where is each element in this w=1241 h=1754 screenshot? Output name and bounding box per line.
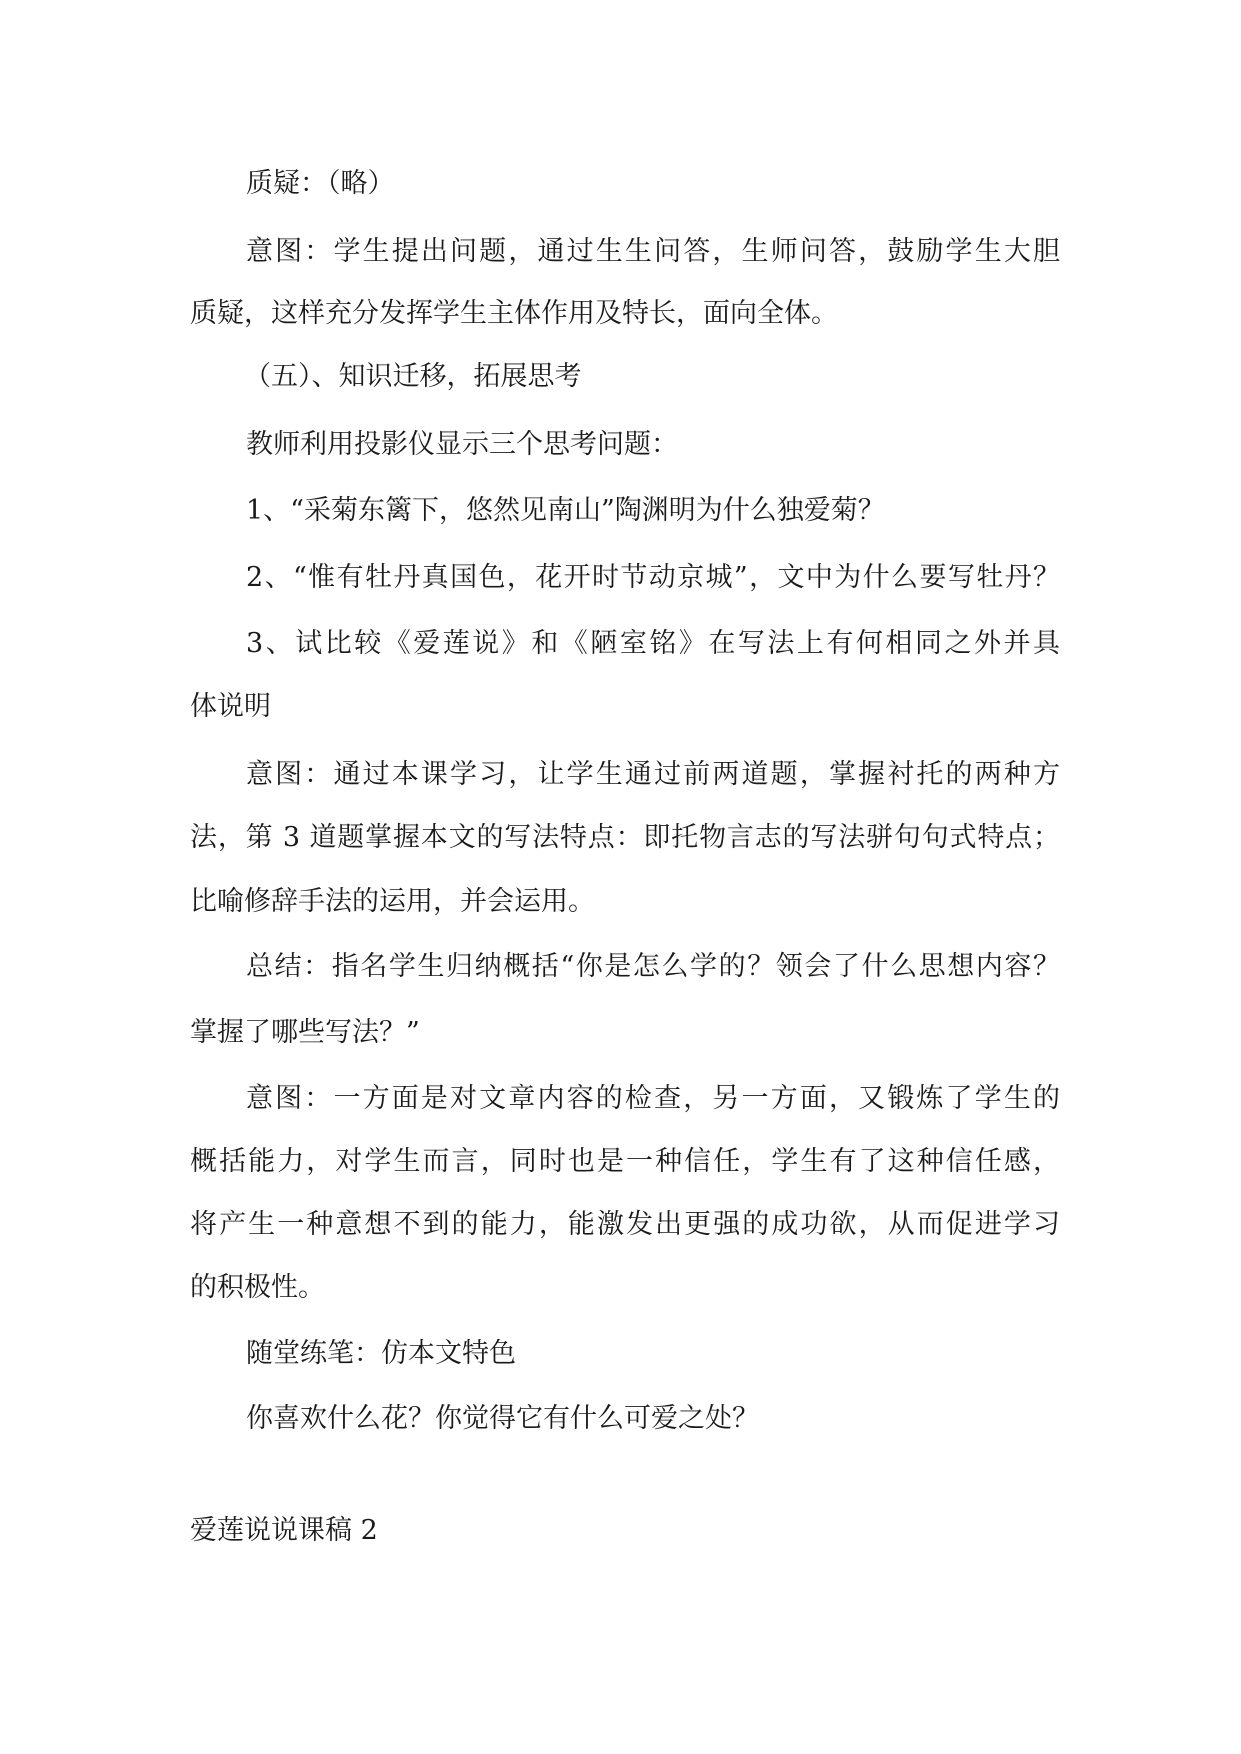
text-line: 意图：一方面是对文章内容的检查，另一方面，又锻炼了学生的 (246, 1083, 1060, 1114)
text-line: 比喻修辞手法的运用，并会运用。 (190, 886, 595, 917)
text-line: 法，第 3 道题掌握本文的写法特点：即托物言志的写法骈句句式特点； (190, 822, 1060, 853)
question-item: 3、试比较《爱莲说》和《陋室铭》在写法上有何相同之外并具 (246, 628, 1060, 659)
question-item: 1、“采菊东篱下，悠然见南山”陶渊明为什么独爱菊？ (246, 495, 885, 526)
text-line: 质疑：（略） (246, 168, 395, 199)
text-line: 掌握了哪些写法？” (190, 1017, 420, 1048)
text-line: 意图：通过本课学习，让学生通过前两道题，掌握衬托的两种方 (246, 759, 1060, 790)
text-line: 你喜欢什么花？你觉得它有什么可爱之处？ (246, 1403, 759, 1434)
question-item: 2、“惟有牡丹真国色，花开时节动京城”，文中为什么要写牡丹？ (246, 562, 1060, 593)
text-line: 概括能力，对学生而言，同时也是一种信任，学生有了这种信任感， (190, 1146, 1060, 1177)
text-line: 教师利用投影仪显示三个思考问题： (246, 429, 678, 460)
text-line: 将产生一种意想不到的能力，能激发出更强的成功欲，从而促进学习 (190, 1209, 1060, 1240)
section-title: 爱莲说说课稿 2 (190, 1515, 378, 1546)
section-heading: （五）、知识迁移，拓展思考 (244, 361, 582, 392)
text-line: 体说明 (190, 691, 271, 722)
text-line: 质疑，这样充分发挥学生主体作用及特长，面向全体。 (190, 298, 838, 329)
text-line: 总结：指名学生归纳概括“你是怎么学的？领会了什么思想内容？ (246, 951, 1060, 982)
text-line: 的积极性。 (190, 1272, 325, 1303)
text-line: 随堂练笔：仿本文特色 (246, 1338, 516, 1369)
text-line: 意图：学生提出问题，通过生生问答，生师问答，鼓励学生大胆 (246, 236, 1060, 267)
